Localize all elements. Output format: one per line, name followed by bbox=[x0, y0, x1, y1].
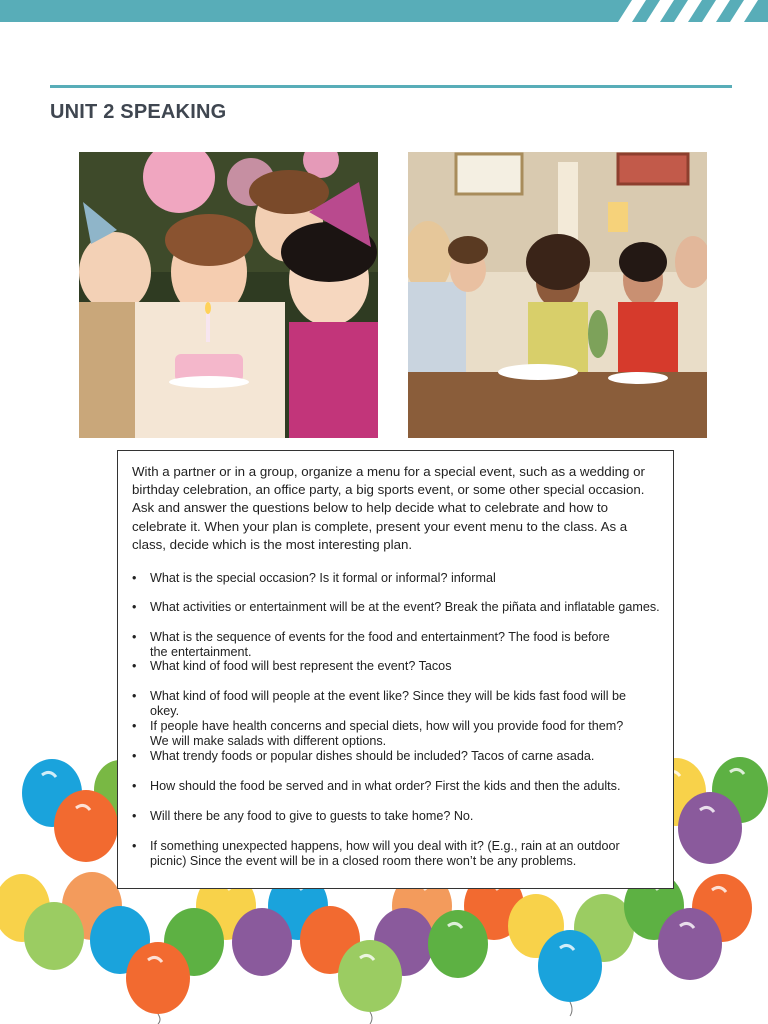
bullet-icon: • bbox=[132, 809, 137, 823]
question-text: What is the sequence of events for the food and entertainment? The food is before bbox=[150, 630, 610, 644]
question-text-continued: picnic) Since the event will be in a closed room there won’t be any problems. bbox=[150, 854, 577, 868]
question-text-continued: We will make salads with different options. bbox=[150, 734, 387, 748]
question-text: What trendy foods or popular dishes should be included? Tacos of carne asada. bbox=[150, 749, 595, 763]
question-text: What kind of food will people at the event like? Since they will be kids fast food will be bbox=[150, 689, 627, 703]
bullet-icon: • bbox=[132, 839, 137, 853]
question-text-continued: okey. bbox=[150, 704, 180, 718]
bullet-icon: • bbox=[132, 630, 137, 644]
question-text: What kind of food will best represent the event? Tacos bbox=[150, 659, 452, 673]
bullet-icon: • bbox=[132, 689, 137, 703]
diagonal-stripes-decoration bbox=[598, 0, 768, 22]
question-text: What is the special occasion? Is it formal or informal? informal bbox=[150, 571, 496, 585]
speaking-task-box bbox=[117, 450, 674, 889]
header-bar bbox=[0, 0, 768, 22]
question-text: If people have health concerns and special diets, how will you provide food for them? bbox=[150, 719, 624, 733]
question-text: Will there be any food to give to guests to take home? No. bbox=[150, 809, 474, 823]
bullet-icon: • bbox=[132, 571, 137, 585]
question-text: What activities or entertainment will be at the event? Break the piñata and inflatable games. bbox=[150, 600, 660, 614]
bullet-icon: • bbox=[132, 779, 137, 793]
title-divider bbox=[50, 85, 732, 88]
task-instructions: With a partner or in a group, organize a menu for a special event, such as a wedding or birthday celebration, an office party, a big sports event, or some other special occasion. Ask and answer the questions below to help decide what to celebrate and how to celebrate it. When your plan is complete, present your event menu to the class. As a class, decide which is the most interesting plan. bbox=[132, 464, 645, 552]
birthday-party-photo bbox=[79, 152, 378, 438]
bullet-icon: • bbox=[132, 749, 137, 763]
question-text-continued: the entertainment. bbox=[150, 645, 252, 659]
question-text: How should the food be served and in what order? First the kids and then the adults. bbox=[150, 779, 621, 793]
bullet-icon: • bbox=[132, 659, 137, 673]
question-text: If something unexpected happens, how will you deal with it? (E.g., rain at an outdoor bbox=[150, 839, 620, 853]
restaurant-friends-photo bbox=[408, 152, 707, 438]
bullet-icon: • bbox=[132, 719, 137, 733]
bullet-icon: • bbox=[132, 600, 137, 614]
page-title: UNIT 2 SPEAKING bbox=[50, 101, 227, 123]
